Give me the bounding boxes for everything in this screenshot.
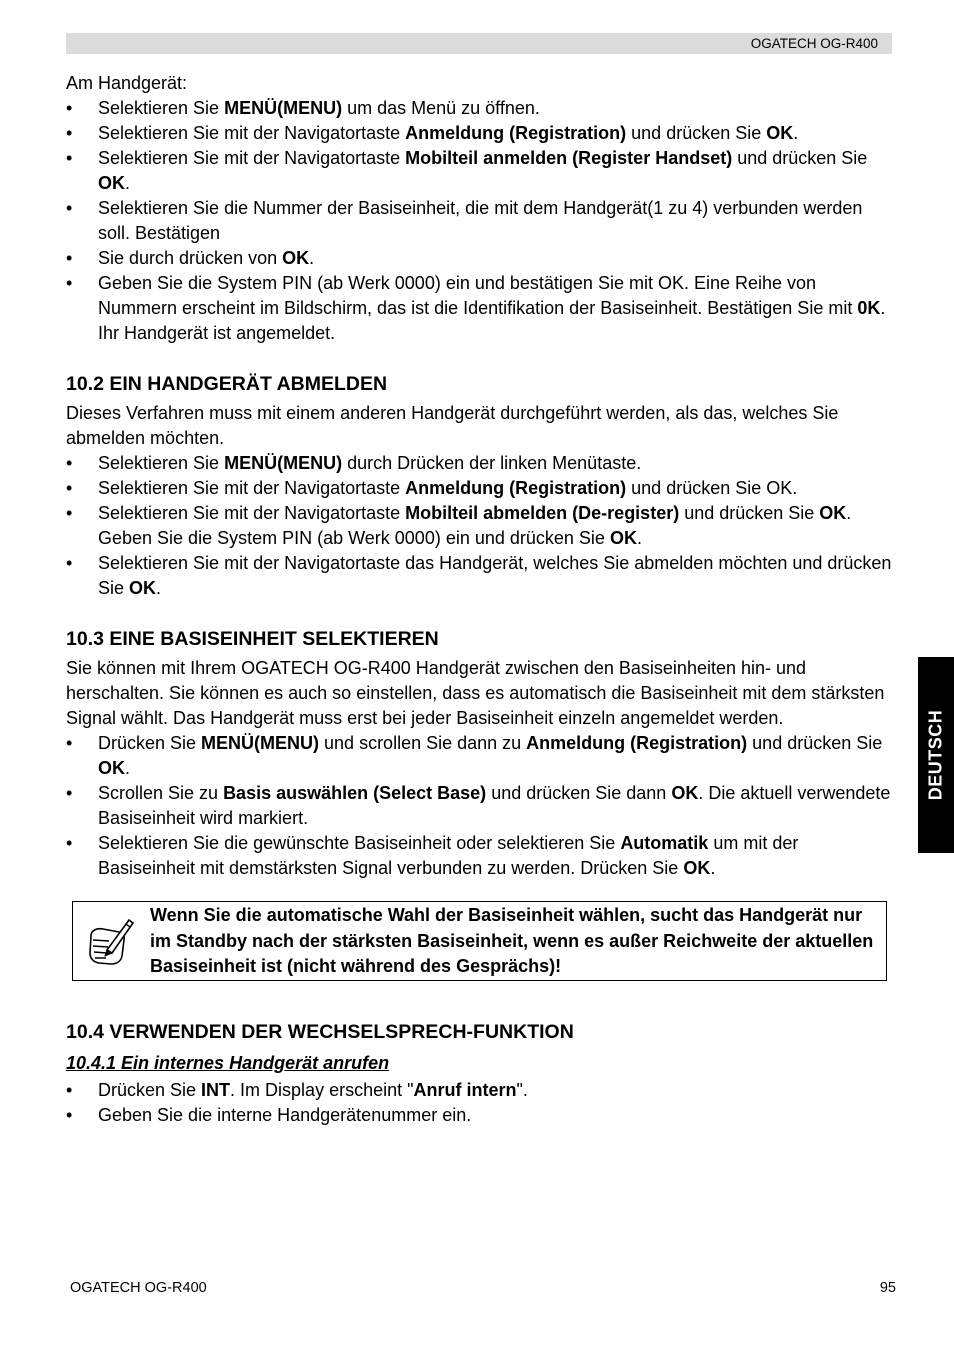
bold-term: MENÜ(MENU): [224, 453, 343, 473]
section-10-2-body: Dieses Verfahren muss mit einem anderen Handgerät durchgeführt werden, als das, welches Sie abmelden möchten.: [66, 403, 839, 448]
bold-term: MENÜ(MENU): [224, 98, 343, 118]
list-item: • Selektieren Sie die gewünschte Basiseinheit oder selektieren Sie Automatik um mit der Basiseinheit mit demstärksten Signal verbunden zu werden. Drücken Sie OK.: [66, 833, 799, 878]
list-item: • Selektieren Sie mit der Navigatortaste Anmeldung (Registration) und drücken Sie OK.: [66, 476, 896, 501]
bullet: •: [66, 733, 73, 753]
bullet: •: [66, 123, 73, 143]
bold-term: OK: [98, 173, 125, 193]
bullet: •: [66, 198, 73, 218]
bold-term: OK: [282, 248, 310, 268]
bullet: •: [66, 148, 73, 168]
bold-term: OK: [98, 758, 125, 778]
bold-term: OK: [129, 578, 157, 598]
bold-term: OK: [671, 783, 699, 803]
list-item: • Selektieren Sie mit der Navigatortaste Anmeldung (Registration) und drücken Sie OK.: [66, 121, 896, 146]
bold-term: Automatik: [620, 833, 709, 853]
bold-term: INT: [201, 1080, 231, 1100]
list-item: • Selektieren Sie mit der Navigatortaste Mobilteil abmelden (De-register) und drücken Sie OK. Geben Sie die System PIN (ab Werk 0000) ein und drücken Sie OK.: [66, 503, 852, 548]
list-item: • Scrollen Sie zu Basis auswählen (Select Base) und drücken Sie dann OK. Die aktuell verwendete Basiseinheit wird markiert.: [66, 783, 891, 828]
list-item: • Drücken Sie MENÜ(MENU) und scrollen Sie dann zu Anmeldung (Registration) und drücken Sie OK.: [66, 733, 883, 778]
list-item: • Geben Sie die interne Handgerätenummer ein.: [66, 1103, 896, 1128]
page-content: [66, 71, 896, 1128]
bold-term: MENÜ(MENU): [201, 733, 320, 753]
list-item: • Geben Sie die System PIN (ab Werk 0000) ein und bestätigen Sie mit OK. Eine Reihe von Nummern erscheint im Bildschirm, das ist die Identifikation der Basiseinheit. Bestätigen Sie mit 0K. Ihr Handgerät ist angemeldet.: [66, 273, 886, 343]
intro-list: [66, 96, 896, 346]
bold-term: Anruf intern: [413, 1080, 517, 1100]
subsection-heading-10-4-1: 10.4.1 Ein internes Handgerät anrufen: [66, 1053, 390, 1073]
bullet: •: [66, 478, 73, 498]
bold-term: OK: [766, 123, 794, 143]
note-text: Wenn Sie die automatische Wahl der Basiseinheit wählen, sucht das Handgerät nur im Standby nach der stärksten Basiseinheit, wenn es außer Reichweite der aktuellen Basiseinheit ist (nicht während des Gesprächs)!: [150, 905, 874, 976]
bullet: •: [66, 98, 73, 118]
bullet: •: [66, 833, 73, 853]
bold-term: OK: [683, 858, 711, 878]
section-heading-10-3: 10.3 EINE BASISEINHEIT SELEKTIEREN: [66, 628, 439, 650]
bullet: •: [66, 1080, 73, 1100]
note-hand-pencil-icon: [85, 914, 135, 970]
side-tab-label: DEUTSCH: [925, 709, 946, 801]
bold-term: Mobilteil abmelden (De-register): [405, 503, 680, 523]
bullet: •: [66, 1105, 73, 1125]
header-bar: [66, 33, 892, 54]
bold-term: Basis auswählen (Select Base): [223, 783, 487, 803]
bullet: •: [66, 248, 73, 268]
list-item: • Selektieren Sie die Nummer der Basiseinheit, die mit dem Handgerät(1 zu 4) verbunden werden soll. Bestätigen: [66, 198, 863, 243]
bullet: •: [66, 553, 73, 573]
note-box: [72, 901, 887, 981]
bold-term: Mobilteil anmelden (Register Handset): [405, 148, 733, 168]
list-item: • Sie durch drücken von OK.: [66, 246, 896, 271]
list-item: • Selektieren Sie mit der Navigatortaste das Handgerät, welches Sie abmelden möchten und drücken Sie OK.: [66, 553, 892, 598]
section-10-3-body: Sie können mit Ihrem OGATECH OG-R400 Handgerät zwischen den Basiseinheiten hin- und herschalten. Sie können es auch so einstellen, dass es automatisch die Basiseinheit mit dem stärksten Signal wählt. Das Handgerät muss erst bei jeder Basiseinheit einzeln angemeldet werden.: [66, 658, 885, 728]
bullet: •: [66, 273, 73, 293]
bullet: •: [66, 503, 73, 523]
section-heading-10-2: 10.2 EIN HANDGERÄT ABMELDEN: [66, 373, 388, 395]
list-item: • Selektieren Sie mit der Navigatortaste Mobilteil anmelden (Register Handset) und drücken Sie OK.: [66, 148, 868, 193]
bold-term: Anmeldung (Registration): [526, 733, 748, 753]
bold-term: OK: [609, 528, 637, 548]
page-number: 95: [879, 1280, 896, 1296]
list-item: • Drücken Sie INT. Im Display erscheint "Anruf intern".: [66, 1078, 896, 1103]
section-10-3-list: [66, 731, 896, 881]
list-item: • Selektieren Sie MENÜ(MENU) durch Drücken der linken Menütaste.: [66, 451, 896, 476]
bullet: •: [66, 783, 73, 803]
section-10-2-list: [66, 451, 896, 601]
intro-lead: Am Handgerät:: [66, 73, 188, 93]
list-item: • Selektieren Sie MENÜ(MENU) um das Menü zu öffnen.: [66, 96, 896, 121]
language-side-tab: [918, 657, 954, 853]
section-heading-10-4: 10.4 VERWENDEN DER WECHSELSPRECH-FUNKTION: [66, 1021, 574, 1043]
header-title: OGATECH OG-R400: [750, 36, 878, 51]
bold-term: Anmeldung (Registration): [405, 478, 627, 498]
bold-term: 0K: [857, 298, 881, 318]
footer-title: OGATECH OG-R400: [70, 1280, 207, 1296]
bullet: •: [66, 453, 73, 473]
bold-term: Anmeldung (Registration): [405, 123, 627, 143]
bold-term: OK: [819, 503, 847, 523]
section-10-4-list: [66, 1078, 896, 1128]
